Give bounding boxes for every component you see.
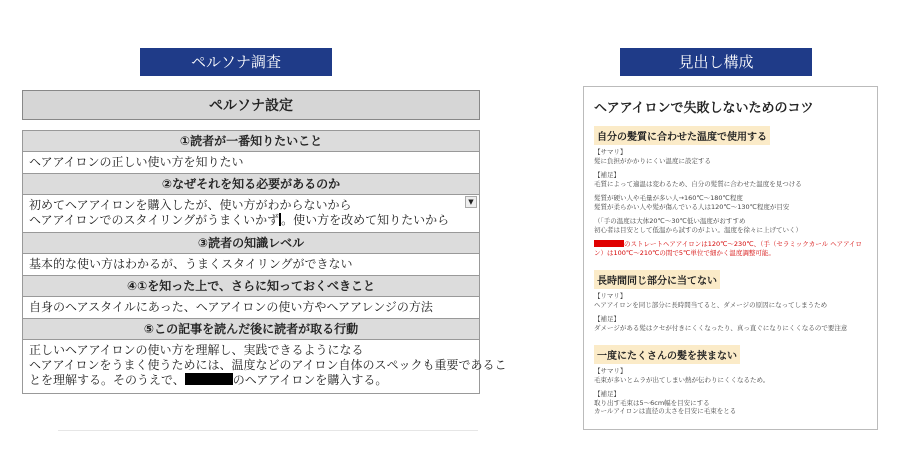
persona-sheet	[22, 90, 507, 394]
answer-1-text: ヘアアイロンの正しい使い方を知りたい	[29, 155, 244, 169]
persona-research-badge: ペルソナ調査	[140, 48, 332, 76]
section-2-heading: 長時間同じ部分に当てない	[594, 270, 720, 289]
dropdown-arrow-icon[interactable]: ▼	[465, 196, 477, 208]
heading-structure-badge: 見出し構成	[620, 48, 812, 76]
s1-line: 【サマリ】	[594, 148, 627, 156]
article-title: ヘアアイロンで失敗しないためのコツ	[594, 101, 814, 116]
s2-line: ダメージがある髪はクセが付きにくくなったり、真っ直ぐになりにくくなるので要注意	[594, 323, 848, 332]
answer-5[interactable]	[23, 340, 507, 394]
s1-red-line: のストレートヘアアイロンは120℃～230℃、（手（セラミックカール ヘアアイロ	[594, 240, 869, 249]
question-4: ④①を知った上で、さらに知っておくべきこと	[23, 276, 479, 297]
answer-4[interactable]	[23, 297, 479, 319]
answer-4-text: 自身のヘアスタイルにあった、ヘアアイロンの使い方やヘアアレンジの方法	[29, 300, 433, 314]
s1-line: （「手の温度は大体20℃～30℃低い温度がおすすめ	[594, 217, 746, 225]
question-3: ③読者の知識レベル	[23, 233, 479, 254]
s3-line: カールアイロンは直径の太さを目安に毛束をとる	[594, 407, 737, 415]
section-1-heading: 自分の髪質に合わせた温度で使用する	[594, 126, 770, 145]
answer-3-text: 基本的な使い方はわかるが、うまくスタイリングができない	[29, 257, 353, 271]
redacted-brand	[185, 373, 233, 385]
answer-5-line-3: とを理解する。そのうえで、 のヘアアイロンを購入する。	[29, 373, 388, 387]
s1-red-line: ン）は100℃～210℃の間で5℃単位で細かく温度調整可能。	[594, 248, 775, 257]
answer-2-line-1: 初めてヘアアイロンを購入したが、使い方がわからないから	[29, 198, 352, 212]
question-5: ⑤この記事を読んだ後に読者が取る行動	[23, 319, 479, 340]
s2-line: 【リマリ】	[594, 292, 627, 300]
heading-structure-document	[583, 86, 878, 430]
answer-5-line-1: 正しいヘアアイロンの使い方を理解し、実践できるようになる	[29, 343, 364, 357]
answer-2[interactable]	[23, 195, 479, 233]
persona-sheet-title: ペルソナ設定	[22, 90, 480, 120]
answer-5-line-2: ヘアアイロンをうまく使うためには、温度などのアイロン自体のスペックも重要であるこ	[29, 358, 507, 372]
s1-line: 毛質によって適温は変わるため、自分の髪質に合わせた温度を見つける	[594, 179, 802, 188]
answer-3[interactable]	[23, 254, 479, 276]
answer-1[interactable]	[23, 152, 479, 174]
question-2: ②なぜそれを知る必要があるのか	[23, 174, 479, 195]
redacted-brand-red	[594, 240, 624, 247]
s1-line: 初心者は目安として低温から試すのがよい。温度を徐々に上げていく）	[594, 225, 802, 234]
s1-line: 髪質が柔らかい人や髪が傷んでいる人は120℃～130℃程度が目安	[594, 202, 790, 211]
s1-line: 髪に負担がかかりにくい温度に設定する	[594, 156, 711, 165]
question-1: ①読者が一番知りたいこと	[23, 131, 479, 152]
s2-line: ヘアアイロンを同じ部分に長時間当てると、ダメージの原因になってしまうため	[594, 300, 828, 309]
s3-line: 毛束が多いとムラが出てしまい熱が伝わりにくくなるため。	[594, 375, 770, 384]
s1-line: 【補足】	[594, 171, 620, 179]
persona-table	[22, 130, 507, 394]
s3-line: 【補足】	[594, 390, 620, 398]
s1-line: 髪質が硬い人や毛量が多い人→160℃～180℃程度	[594, 194, 743, 202]
s2-line: 【補足】	[594, 315, 620, 323]
answer-2-line-2: ヘアアイロンでのスタイリングがうまくいかず 。使い方を改めて知りたいから	[29, 213, 450, 227]
section-3-heading: 一度にたくさんの髪を挟まない	[594, 345, 740, 364]
s3-line: 取り出す毛束は5～6cm幅を目安にする	[594, 398, 710, 407]
s3-line: 【サマリ】	[594, 367, 627, 375]
divider-line	[58, 430, 478, 431]
